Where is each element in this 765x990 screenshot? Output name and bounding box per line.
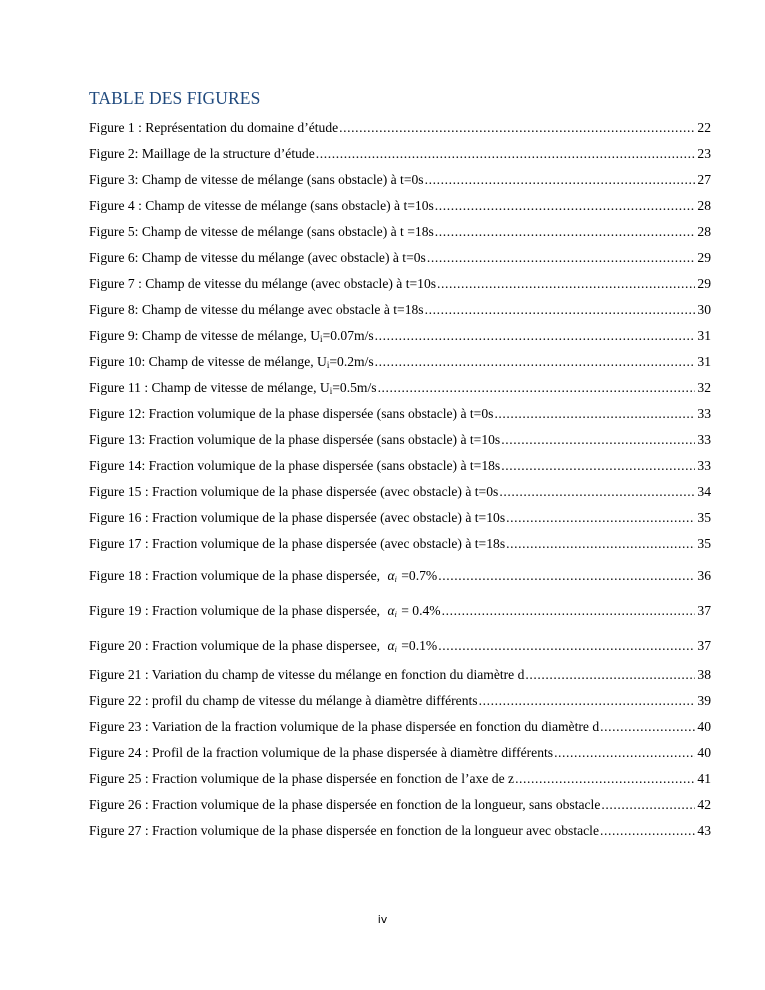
dot-leader [435, 198, 696, 214]
toc-page-number: 33 [697, 458, 711, 473]
toc-entry-text: Figure 17 : Fraction volumique de la phase dispersée (avec obstacle) à t=18s [89, 536, 506, 551]
toc-entry-title [89, 302, 424, 318]
toc-entry[interactable] [89, 432, 711, 458]
toc-entry[interactable] [89, 224, 711, 250]
toc-entry[interactable] [89, 510, 711, 536]
toc-page-number: 37 [697, 603, 711, 618]
toc-entry[interactable] [89, 172, 711, 198]
toc-entry-text: Figure 14: Fraction volumique de la phase dispersée (sans obstacle) à t=18s [89, 458, 501, 473]
toc-entry-text: Figure 21 : Variation du champ de vitesse du mélange en fonction du diamètre d [89, 667, 525, 682]
dot-leader [525, 667, 695, 683]
toc-page-number: 30 [697, 302, 711, 317]
toc-entry-title [89, 667, 524, 683]
toc-entry-title [89, 198, 434, 214]
toc-entry[interactable] [89, 302, 711, 328]
alpha-symbol [387, 638, 396, 653]
alpha-glyph: α [387, 568, 395, 583]
subscript-index: i [394, 645, 397, 654]
toc-entry[interactable] [89, 632, 711, 667]
toc-page-number: 31 [697, 354, 711, 369]
toc-page-number: 29 [697, 276, 711, 291]
toc-entry-text: Figure 7 : Champ de vitesse du mélange (avec obstacle) à t=10s [89, 276, 437, 291]
toc-entry-title [89, 328, 374, 344]
toc-page-number: 28 [697, 198, 711, 213]
toc-entry-text: Figure 27 : Fraction volumique de la phase dispersée en fonction de la longueur avec obstacle [89, 823, 599, 838]
toc-entry[interactable] [89, 536, 711, 562]
toc-entry-title [89, 568, 437, 584]
subscript-index: i [394, 575, 397, 584]
toc-page-number: 29 [697, 250, 711, 265]
dot-leader [438, 638, 695, 654]
toc-page-number: 31 [697, 328, 711, 343]
dot-leader [600, 823, 695, 839]
toc-entry-title [89, 510, 505, 526]
subscript-index: i [394, 610, 397, 619]
dot-leader [600, 719, 695, 735]
toc-entry[interactable] [89, 458, 711, 484]
toc-entry[interactable] [89, 198, 711, 224]
toc-entry-text: Figure 11 : Champ de vitesse de mélange, U [89, 380, 330, 395]
toc-entry-text-suffix: =0.7% [397, 568, 438, 583]
dot-leader [506, 510, 695, 526]
toc-entry-title [89, 172, 424, 188]
toc-entry-text: Figure 3: Champ de vitesse de mélange (sans obstacle) à t=0s [89, 172, 424, 187]
toc-page-number: 32 [697, 380, 711, 395]
toc-entry-text-suffix: =0.2m/s [329, 354, 374, 369]
alpha-symbol [387, 603, 396, 618]
dot-leader [554, 745, 695, 761]
toc-entry-title [89, 276, 436, 292]
dot-leader [601, 797, 695, 813]
toc-page-number: 33 [697, 432, 711, 447]
toc-entry-text: Figure 25 : Fraction volumique de la phase dispersée en fonction de l’axe de z [89, 771, 515, 786]
toc-entry-title [89, 354, 374, 370]
toc-entry-text: Figure 16 : Fraction volumique de la phase dispersée (avec obstacle) à t=10s [89, 510, 506, 525]
dot-leader [425, 302, 696, 318]
toc-entry-text: Figure 15 : Fraction volumique de la phase dispersée (avec obstacle) à t=0s [89, 484, 499, 499]
toc-entry-title [89, 380, 377, 396]
toc-entry-title [89, 458, 500, 474]
toc-page-number: 34 [697, 484, 711, 499]
alpha-symbol [387, 568, 396, 583]
toc-entry-title [89, 146, 315, 162]
page-number-footer: iv [377, 913, 388, 926]
toc-page-number: 38 [697, 667, 711, 682]
toc-entry-text: Figure 18 : Fraction volumique de la phase dispersée, [89, 568, 384, 583]
toc-page-number: 43 [697, 823, 711, 838]
toc-entry-title [89, 484, 498, 500]
toc-entry[interactable] [89, 484, 711, 510]
dot-leader [378, 380, 696, 396]
subscript-index: i [320, 334, 323, 344]
dot-leader [506, 536, 695, 552]
toc-page-number: 22 [697, 120, 711, 135]
dot-leader [435, 224, 696, 240]
toc-entry-text: Figure 19 : Fraction volumique de la phase dispersée, [89, 603, 384, 618]
dot-leader [494, 406, 695, 422]
toc-page-number: 40 [697, 745, 711, 760]
toc-entry[interactable] [89, 667, 711, 693]
toc-entry-text: Figure 26 : Fraction volumique de la phase dispersée en fonction de la longueur, sans obstacle [89, 797, 601, 812]
toc-entry-title [89, 693, 478, 709]
toc-entry-title [89, 797, 600, 813]
toc-entry-text: Figure 8: Champ de vitesse du mélange avec obstacle à t=18s [89, 302, 424, 317]
toc-entry[interactable] [89, 562, 711, 597]
toc-entry-title [89, 250, 426, 266]
toc-page-number: 41 [697, 771, 711, 786]
subscript-index: i [326, 360, 330, 370]
alpha-glyph: α [387, 638, 395, 653]
toc-entry-text: Figure 5: Champ de vitesse de mélange (sans obstacle) à t =18s [89, 224, 434, 239]
toc-entry-title [89, 719, 599, 735]
toc-entry[interactable] [89, 146, 711, 172]
toc-page-number: 33 [697, 406, 711, 421]
toc-entry[interactable] [89, 250, 711, 276]
toc-page-number: 39 [697, 693, 711, 708]
dot-leader [501, 432, 695, 448]
dot-leader [515, 771, 695, 787]
toc-entry-title [89, 224, 434, 240]
toc-entry-title [89, 603, 441, 619]
toc-entry-title [89, 823, 599, 839]
toc-entry[interactable] [89, 719, 711, 745]
toc-entry-text: Figure 9: Champ de vitesse de mélange, U [89, 328, 321, 343]
toc-entry[interactable] [89, 823, 711, 849]
toc-entry-title [89, 536, 505, 552]
dot-leader [499, 484, 695, 500]
toc-entry-text: Figure 23 : Variation de la fraction volumique de la phase dispersée en fonction du diamètre d [89, 719, 600, 734]
dot-leader [316, 146, 696, 162]
toc-page-number: 36 [697, 568, 711, 583]
alpha-glyph: α [387, 603, 395, 618]
toc-entry-text-suffix: = 0.4% [397, 603, 441, 618]
toc-page-number: 28 [697, 224, 711, 239]
dot-leader [425, 172, 696, 188]
toc-entry-text: Figure 24 : Profil de la fraction volumique de la phase dispersée à diamètre différents [89, 745, 554, 760]
toc-entry[interactable] [89, 693, 711, 719]
toc-entry[interactable] [89, 797, 711, 823]
toc-entry[interactable] [89, 354, 711, 380]
toc-entry[interactable] [89, 120, 711, 146]
dot-leader [479, 693, 696, 709]
toc-page-number: 35 [697, 536, 711, 551]
dot-leader [501, 458, 695, 474]
toc-entry[interactable] [89, 745, 711, 771]
toc-entry-title [89, 771, 514, 787]
toc-entry-text: Figure 1 : Représentation du domaine d’étude [89, 120, 339, 135]
dot-leader [375, 354, 696, 370]
toc-entry[interactable] [89, 328, 711, 354]
toc-entry[interactable] [89, 380, 711, 406]
table-of-figures [89, 120, 711, 849]
toc-heading: TABLE DES FIGURES [89, 88, 261, 108]
dot-leader [339, 120, 695, 136]
toc-entry[interactable] [89, 406, 711, 432]
toc-page-number: 42 [697, 797, 711, 812]
toc-page-number: 27 [697, 172, 711, 187]
toc-page-number: 37 [697, 638, 711, 653]
toc-entry-title [89, 638, 437, 654]
toc-page-number: 23 [697, 146, 711, 161]
toc-entry-text: Figure 12: Fraction volumique de la phase dispersée (sans obstacle) à t=0s [89, 406, 494, 421]
toc-entry[interactable] [89, 771, 711, 797]
toc-entry-text: Figure 10: Champ de vitesse de mélange, U [89, 354, 327, 369]
toc-entry-text-suffix: =0.5m/s [332, 380, 377, 395]
toc-entry[interactable] [89, 597, 711, 632]
toc-entry-text-suffix: =0.1% [397, 638, 438, 653]
dot-leader [438, 568, 695, 584]
toc-entry-text-suffix: =0.07m/s [322, 328, 374, 343]
toc-entry-title [89, 432, 500, 448]
toc-entry-text: Figure 22 : profil du champ de vitesse du mélange à diamètre différents [89, 693, 478, 708]
toc-entry[interactable] [89, 276, 711, 302]
toc-entry-title [89, 745, 553, 761]
toc-entry-title [89, 120, 338, 136]
toc-entry-title [89, 406, 493, 422]
toc-entry-text: Figure 13: Fraction volumique de la phase dispersée (sans obstacle) à t=10s [89, 432, 501, 447]
dot-leader [375, 328, 696, 344]
toc-page-number: 35 [697, 510, 711, 525]
toc-entry-text: Figure 20 : Fraction volumique de la phase dispersee, [89, 638, 384, 653]
toc-entry-text: Figure 6: Champ de vitesse du mélange (avec obstacle) à t=0s [89, 250, 426, 265]
toc-entry-text: Figure 4 : Champ de vitesse de mélange (sans obstacle) à t=10s [89, 198, 434, 213]
dot-leader [437, 276, 695, 292]
subscript-index: i [329, 386, 333, 396]
dot-leader [427, 250, 696, 266]
toc-entry-text: Figure 2: Maillage de la structure d’étude [89, 146, 315, 161]
toc-page-number: 40 [697, 719, 711, 734]
dot-leader [442, 603, 696, 619]
